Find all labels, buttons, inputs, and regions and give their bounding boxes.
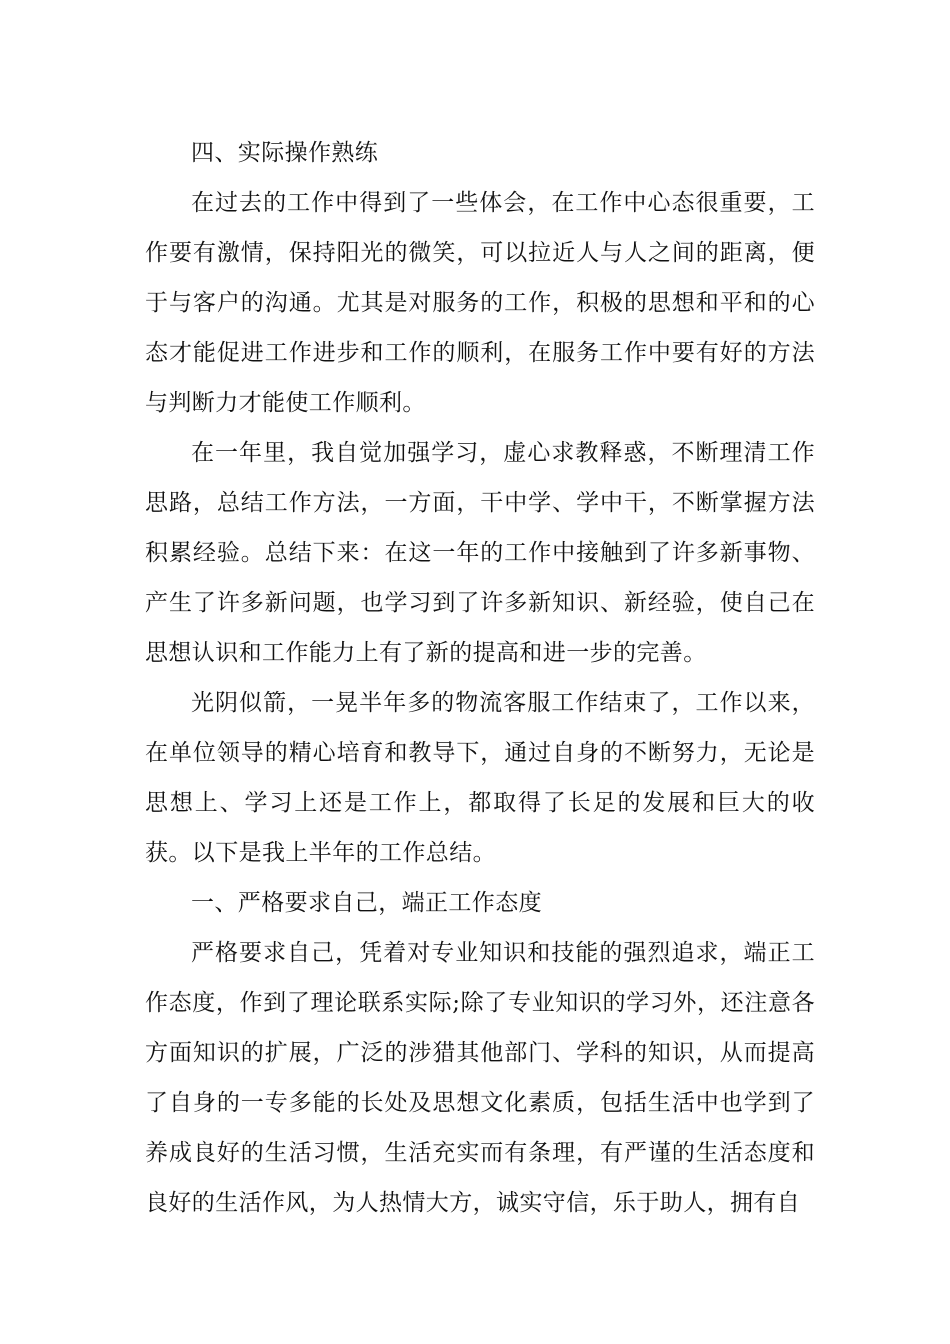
paragraph-work-attitude: 在过去的工作中得到了一些体会，在工作中心态很重要，工作要有激情，保持阳光的微笑，可以拉近人与人之间的距离，便于与客户的沟通。尤其是对服务的工作，积极的思想和平和的心态才能促进工作进步和工作的顺利，在服务工作中要有好的方法与判断力才能使工作顺利。 (145, 190, 815, 416)
paragraph-learning-summary: 在一年里，我自觉加强学习，虚心求教释惑，不断理清工作思路，总结工作方法，一方面，干中学、学中干，不断掌握方法积累经验。总结下来：在这一年的工作中接触到了许多新事物、产生了许多新问题，也学习到了许多新知识、新经验，使自己在思想认识和工作能力上有了新的提高和进一步的完善。 (145, 440, 815, 666)
paragraph-half-year-intro: 光阴似箭，一晃半年多的物流客服工作结束了，工作以来，在单位领导的精心培育和教导下，通过自身的不断努力，无论是思想上、学习上还是工作上，都取得了长足的发展和巨大的收获。以下是我上半年的工作总结。 (145, 690, 815, 866)
document-body (145, 128, 815, 1228)
paragraph-strict-requirements: 严格要求自己，凭着对专业知识和技能的强烈追求，端正工作态度，作到了理论联系实际;除了专业知识的学习外，还注意各方面知识的扩展，广泛的涉猎其他部门、学科的知识，从而提高了自身的一专多能的长处及思想文化素质，包括生活中也学到了养成良好的生活习惯，生活充实而有条理，有严谨的生活态度和良好的生活作风，为人热情大方，诚实守信，乐于助人，拥有自 (145, 940, 815, 1216)
section-heading-strict-requirements: 一、严格要求自己，端正工作态度 (191, 890, 542, 916)
section-heading-practical-skills: 四、实际操作熟练 (191, 140, 379, 166)
